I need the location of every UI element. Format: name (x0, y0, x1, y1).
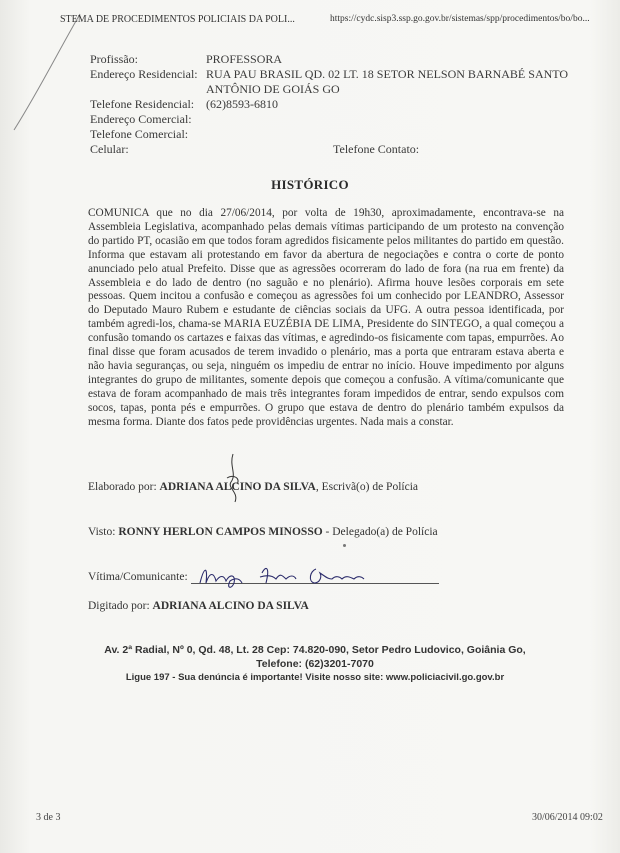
footer-address: Av. 2ª Radial, Nº 0, Qd. 48, Lt. 28 Cep: 74.820-090, Setor Pedro Ludovico, Goiânia Go, (104, 644, 526, 656)
field-label: Endereço Comercial: (90, 112, 192, 126)
vitima-line (88, 571, 188, 583)
paper-fold-mark (8, 12, 88, 132)
page-datetime: 30/06/2014 09:02 (532, 812, 603, 823)
field-value: (62)8593-6810 (206, 97, 278, 111)
digitado-line (88, 600, 309, 612)
digitado-name: ADRIANA ALCINO DA SILVA (152, 600, 309, 612)
historico-body: COMUNICA que no dia 27/06/2014, por volta de 19h30, aproximadamente, encontrava-se na Assembleia Legislativa, acompanhado pelas demais vítimas participando de um protesto na convenção do partido PT, ocasião em que todos foram agredidos fisicamente pelos militantes do partido em questão. Informa que estavam ali protestando em favor da abertura de negociações e contra o corte de ponto anunciado pelo atual Prefeito. Disse que as agressões ocorreram do lado de fora (na rua em frente) da Assembleia e do lado de dentro (no saguão e no plenário). Afirma houve lesões corporais em sete pessoas. Quem incitou a confusão e começou as agressões foi um conhecido por LEANDRO, Assessor do Deputado Mauro Rubem e estudante de ciências sociais da UFG. A outra pessoa identificada, por também agredi-los, chama-se MARIA EUZÉBIA DE LIMA, Presidente do SINTEGO, a qual começou a confusão tomando os cartazes e faixas das vítimas, e agredindo-os fisicamente com tapas, empurrões. Ao final disse que foram acusados de terem invadido o plenário, mas a porta que entraram estava aberta e não havia seguranças, ou seja, ninguém os impediu de entrar no início. Houve impedimento por alguns integrantes do grupo de militantes, somente depois que começou a confusão. A vítima/comunicante que estava de foram acompanhado de mais três integrantes foram impedidos de entrar, sendo expulsos com socos, tapas, ponta pés e empurrões. O grupo que estava de dentro do plenário também expulsos da mesma forma. Diante dos fatos pede providências urgentes. Nada mais a constar. (88, 207, 564, 428)
field-value: PROFESSORA (206, 52, 283, 66)
field-value-line2: ANTÔNIO DE GOIÁS GO (206, 82, 340, 96)
field-label: Profissão: (90, 52, 138, 66)
digitado-label: Digitado por: (88, 600, 150, 612)
field-value: RUA PAU BRASIL QD. 02 LT. 18 SETOR NELSON BARNABÉ SANTO (206, 67, 569, 81)
elaborado-label: Elaborado por: (88, 481, 157, 493)
field-label: Telefone Comercial: (90, 127, 189, 141)
header-url: https://cydc.sisp3.ssp.go.gov.br/sistemas/spp/procedimentos/bo/bo... (330, 14, 590, 24)
vitima-signature (196, 561, 396, 591)
field-label: Celular: (90, 142, 129, 156)
field-telefone-contato: Telefone Contato: (333, 142, 420, 156)
header-title: STEMA DE PROCEDIMENTOS POLICIAIS DA POLI... (60, 14, 295, 25)
elaborado-name: ADRIANA ALCINO DA SILVA (159, 481, 316, 493)
field-label: Telefone Residencial: (90, 97, 195, 111)
elaborado-role: , Escrivã(o) de Polícia (315, 481, 418, 493)
elaborado-signature-mark (223, 452, 245, 504)
visto-role: - Delegado(a) de Polícia (322, 526, 438, 538)
historico-heading: HISTÓRICO (271, 177, 349, 192)
vitima-label: Vítima/Comunicante: (88, 571, 188, 583)
footer-phone: Telefone: (62)3201-7070 (256, 658, 374, 670)
footer-hotline: Ligue 197 - Sua denúncia é importante! Visite nosso site: www.policiacivil.go.gov.br (125, 672, 505, 683)
visto-line (88, 526, 438, 538)
page-number: 3 de 3 (36, 812, 61, 823)
visto-name: RONNY HERLON CAMPOS MINOSSO (118, 526, 323, 538)
ink-dot (343, 544, 346, 547)
field-label: Endereço Residencial: (90, 67, 198, 81)
visto-label: Visto: (88, 526, 116, 538)
elaborado-line (88, 481, 418, 493)
